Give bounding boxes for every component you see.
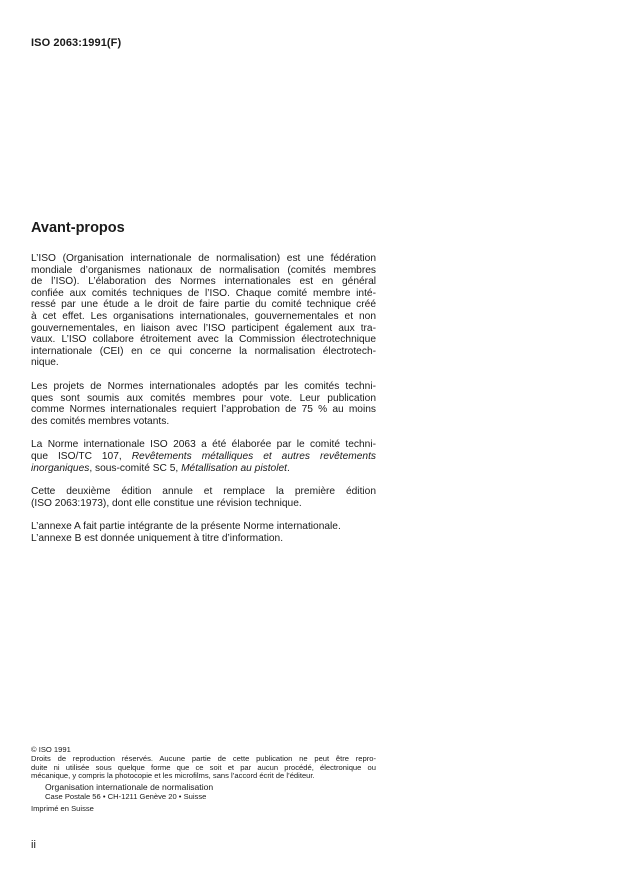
- text-line: à cet effet. Les organisations internationales, gouvernementales et non: [31, 310, 376, 322]
- text-line: ressé par une étude a le droit de faire partie du comité technique créé: [31, 299, 376, 311]
- text-line: [31, 451, 376, 463]
- text-line: L’annexe B est donnée uniquement à titre d’information.: [31, 532, 284, 544]
- text-line: L’annexe A fait partie intégrante de la présente Norme internationale.: [31, 521, 341, 533]
- paragraph-voting: [31, 381, 376, 427]
- text-line: gouvernementales, en liaison avec l’ISO participent également aux tra-: [31, 322, 376, 334]
- paragraph-edition: [31, 486, 376, 509]
- publisher-address: Case Postale 56 • CH-1211 Genève 20 • Suisse: [45, 791, 207, 801]
- committee-title-italic: inorganiques: [31, 462, 90, 474]
- rights-line: mécanique, y compris la photocopie et les microfilms, sans l’accord écrit de l’éditeur.: [31, 771, 315, 781]
- text-line: de l’ISO). L’élaboration des Normes internationales est en général: [31, 276, 376, 288]
- text-line: ques sont soumis aux comités membres pour vote. Leur publication: [31, 392, 376, 404]
- text-line: mondiale d’organismes nationaux de normalisation (comités membres: [31, 264, 376, 276]
- rights-line: duite ni utilisée sous quelque forme que ce soit et par aucun procédé, électronique ou: [31, 762, 376, 772]
- paragraph-iso-description: [31, 253, 376, 369]
- copyright-line: © ISO 1991: [31, 745, 71, 754]
- paragraph-annexes: [31, 521, 376, 544]
- text-run: .: [286, 462, 290, 474]
- text-line: confiée aux comités techniques de l’ISO. Chaque comité membre inté-: [31, 287, 376, 299]
- copyright-footer: [31, 746, 376, 813]
- text-line: Les projets de Normes internationales adoptés par les comités techni-: [31, 380, 376, 392]
- document-id-header: ISO 2063:1991(F): [31, 37, 122, 49]
- text-run: , sous-comité SC 5,: [89, 462, 182, 474]
- foreword-body: [31, 253, 376, 556]
- paragraph-committee: [31, 439, 376, 474]
- text-line: vaux. L’ISO collabore étroitement avec la Commission électrotechnique: [31, 334, 376, 346]
- text-line: comme Normes internationales requiert l’approbation de 75 % au moins: [31, 404, 376, 416]
- text-line: [31, 463, 376, 475]
- text-line: nique.: [31, 357, 59, 369]
- text-line: (ISO 2063:1973), dont elle constitue une révision technique.: [31, 497, 302, 509]
- text-line: La Norme internationale ISO 2063 a été élaborée par le comité techni-: [31, 439, 376, 451]
- rights-line: Droits de reproduction réservés. Aucune partie de cette publication ne peut être repro-: [31, 753, 376, 763]
- publisher-name: Organisation internationale de normalisation: [45, 782, 214, 793]
- text-line: L’ISO (Organisation internationale de normalisation) est une fédération: [31, 253, 376, 264]
- text-run: que ISO/TC 107,: [31, 450, 132, 462]
- text-line: des comités membres votants.: [31, 415, 170, 427]
- text-line: internationale (CEI) en ce qui concerne la normalisation électrotech-: [31, 345, 376, 357]
- text-line: Cette deuxième édition annule et remplace la première édition: [31, 486, 376, 498]
- printed-in: Imprimé en Suisse: [31, 803, 94, 813]
- committee-title-italic: Revêtements métalliques et autres revêtements: [131, 450, 376, 462]
- section-title: Avant-propos: [31, 220, 125, 236]
- subcommittee-title-italic: Métallisation au pistolet: [181, 462, 287, 474]
- page-number: ii: [31, 839, 36, 851]
